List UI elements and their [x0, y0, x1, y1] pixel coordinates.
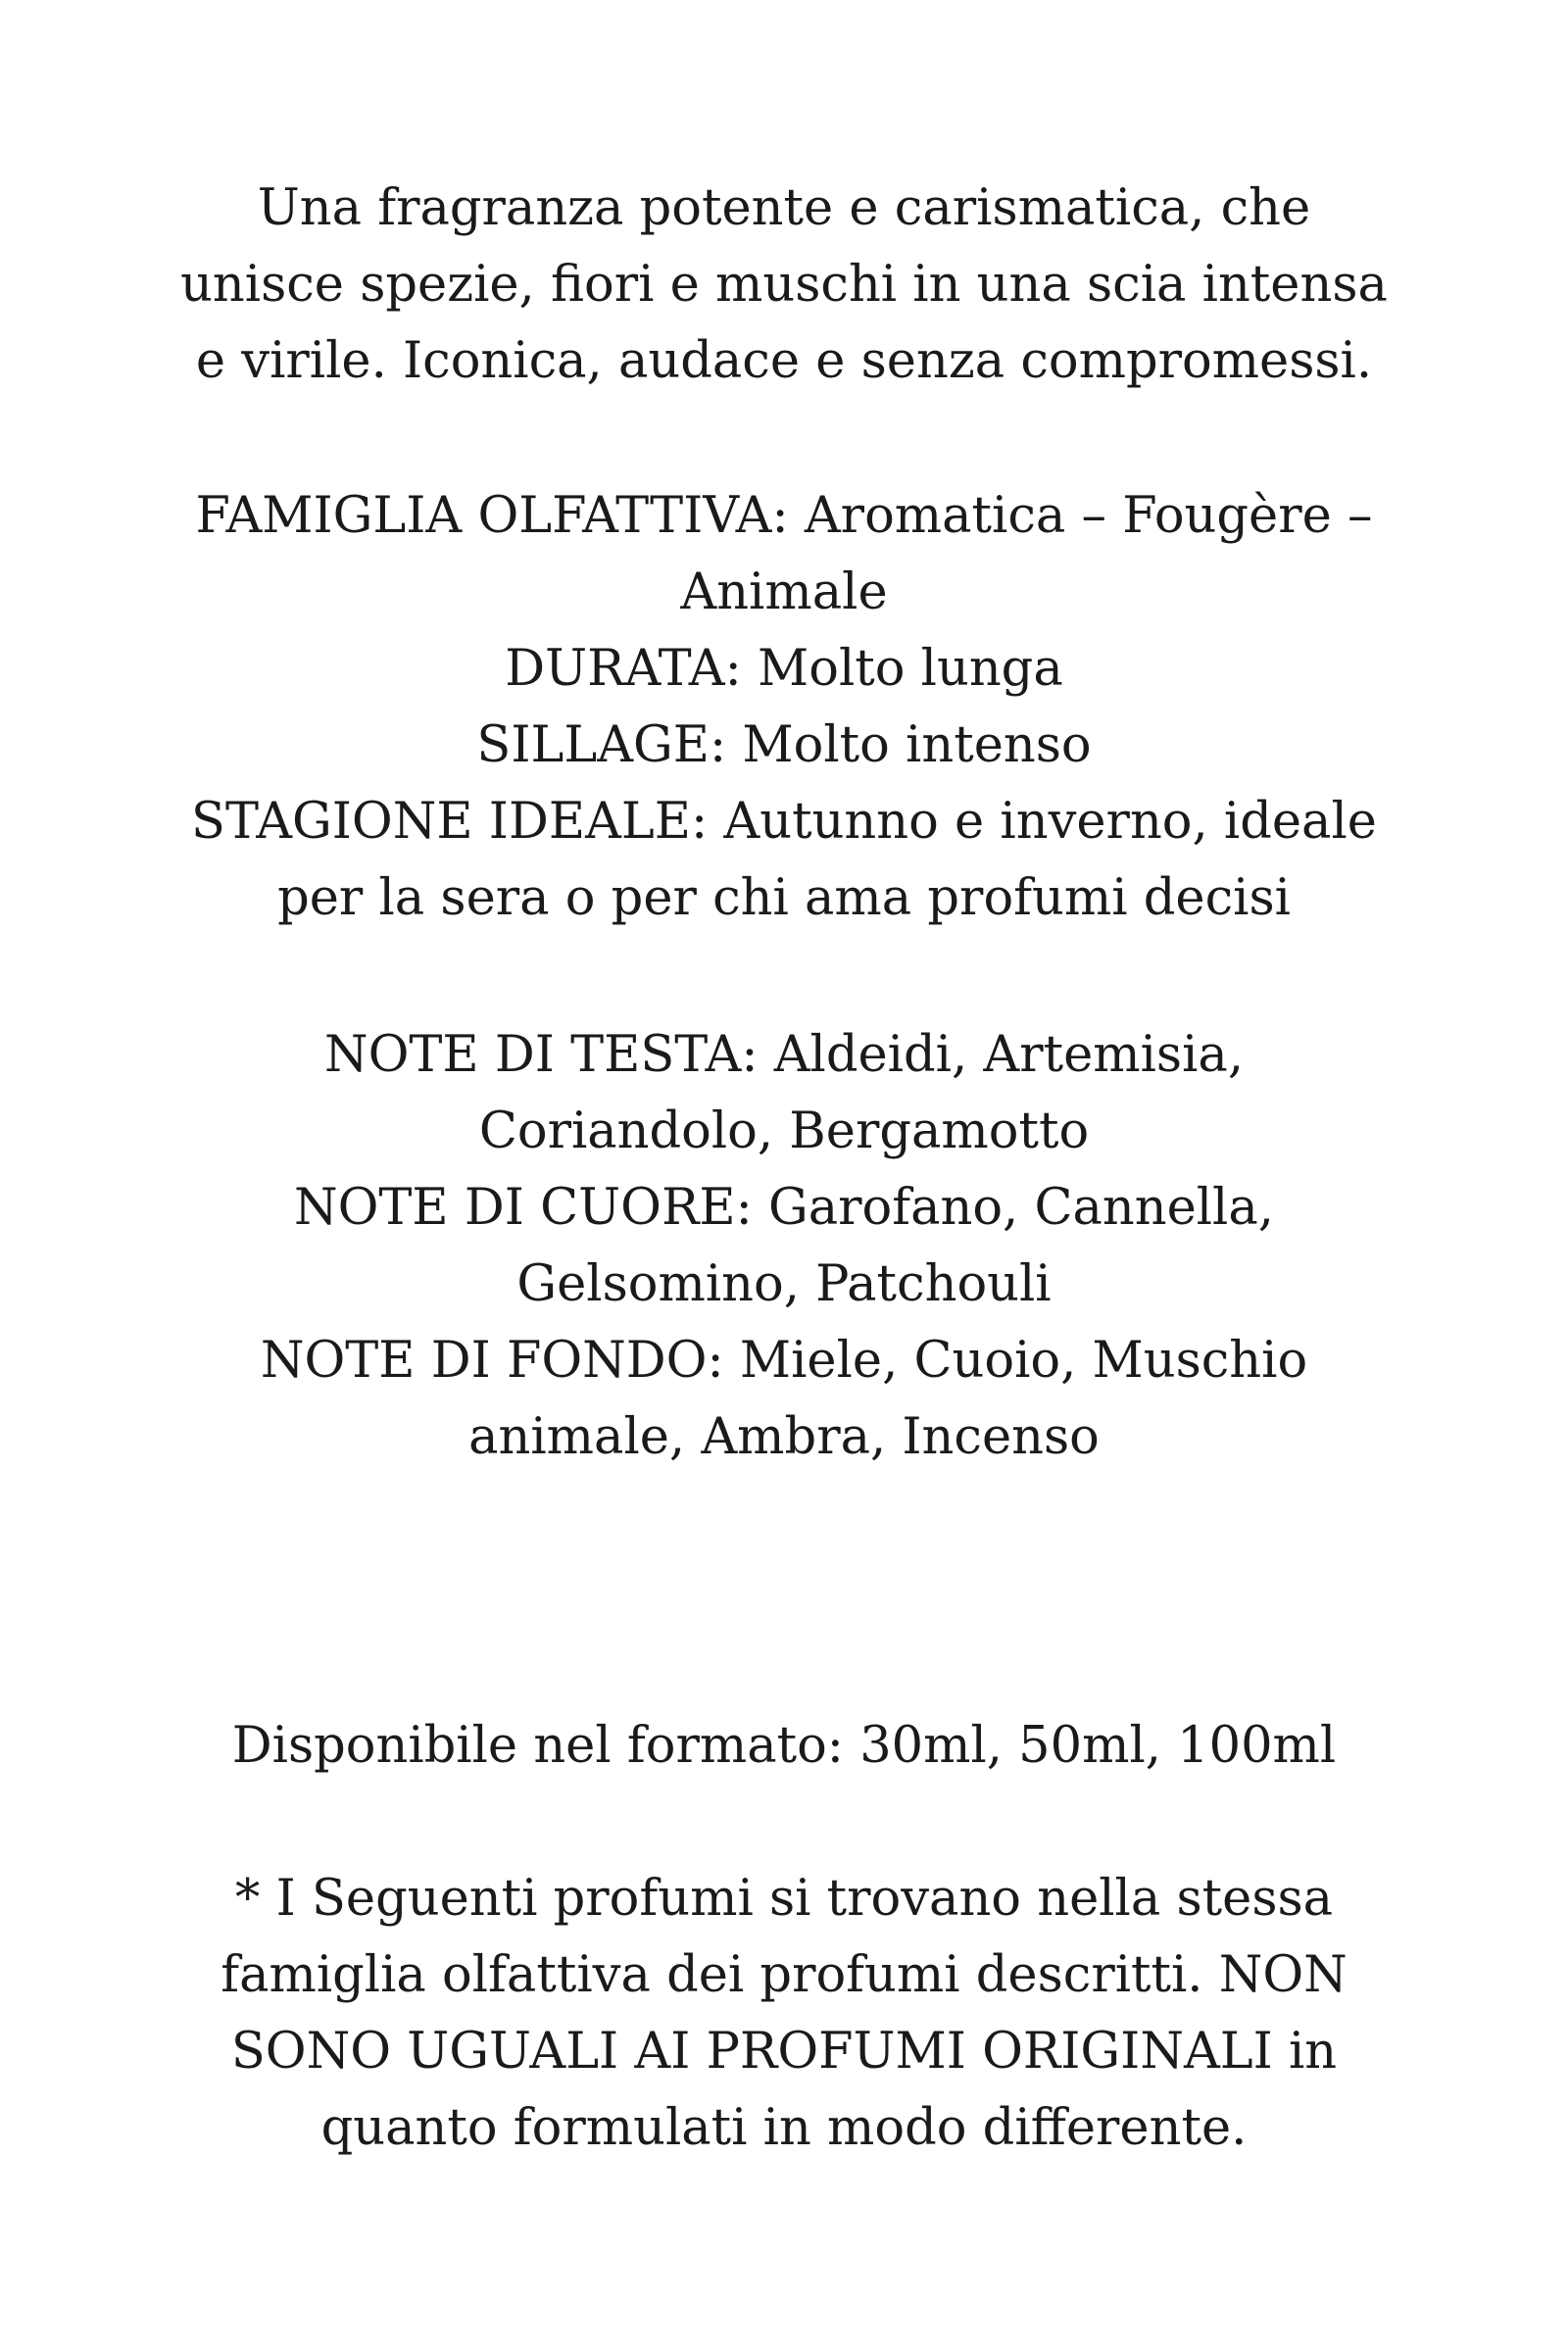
- top-notes-line: NOTE DI TESTA: Aldeidi, Artemisia,: [323, 1026, 1245, 1084]
- specs-section: [118, 478, 1450, 937]
- available-formats: [118, 1708, 1450, 1785]
- base-notes-line: NOTE DI FONDO: Miele, Cuoio, Muschio: [260, 1332, 1308, 1390]
- intro-line: e virile. Iconica, audace e senza compromessi.: [195, 332, 1373, 390]
- heart-notes-line: NOTE DI CUORE: Garofano, Cannella,: [293, 1179, 1274, 1237]
- season-line: STAGIONE IDEALE: Autunno e inverno, ideale: [191, 793, 1377, 851]
- heart-notes-line: Gelsomino, Patchouli: [516, 1255, 1052, 1313]
- season-line: per la sera o per chi ama profumi decisi: [277, 869, 1291, 927]
- base-notes-line: animale, Ambra, Incenso: [468, 1408, 1100, 1466]
- disclaimer-line: SONO UGUALI AI PROFUMI ORIGINALI in: [230, 2023, 1338, 2081]
- olfactory-family-line: Animale: [680, 564, 888, 621]
- top-notes-line: Coriandolo, Bergamotto: [478, 1102, 1090, 1160]
- intro-line: Una fragranza potente e carismatica, che: [257, 179, 1311, 237]
- intro-paragraph: [118, 171, 1450, 400]
- fragrance-notes-section: [118, 1017, 1450, 1476]
- disclaimer-line: quanto formulati in modo differente.: [320, 2099, 1248, 2157]
- intro-line: unisce spezie, fiori e muschi in una scia intensa: [180, 256, 1388, 314]
- sillage-line: SILLAGE: Molto intenso: [476, 716, 1092, 774]
- duration-line: DURATA: Molto lunga: [505, 640, 1063, 698]
- disclaimer-line: famiglia olfattiva dei profumi descritti. NON: [220, 1946, 1348, 2004]
- disclaimer-line: * I Seguenti profumi si trovano nella stessa: [234, 1870, 1334, 1928]
- olfactory-family-line: FAMIGLIA OLFATTIVA: Aromatica – Fougère –: [195, 487, 1373, 545]
- formats-line: Disponibile nel formato: 30ml, 50ml, 100ml: [231, 1717, 1337, 1775]
- disclaimer-paragraph: [118, 1861, 1450, 2167]
